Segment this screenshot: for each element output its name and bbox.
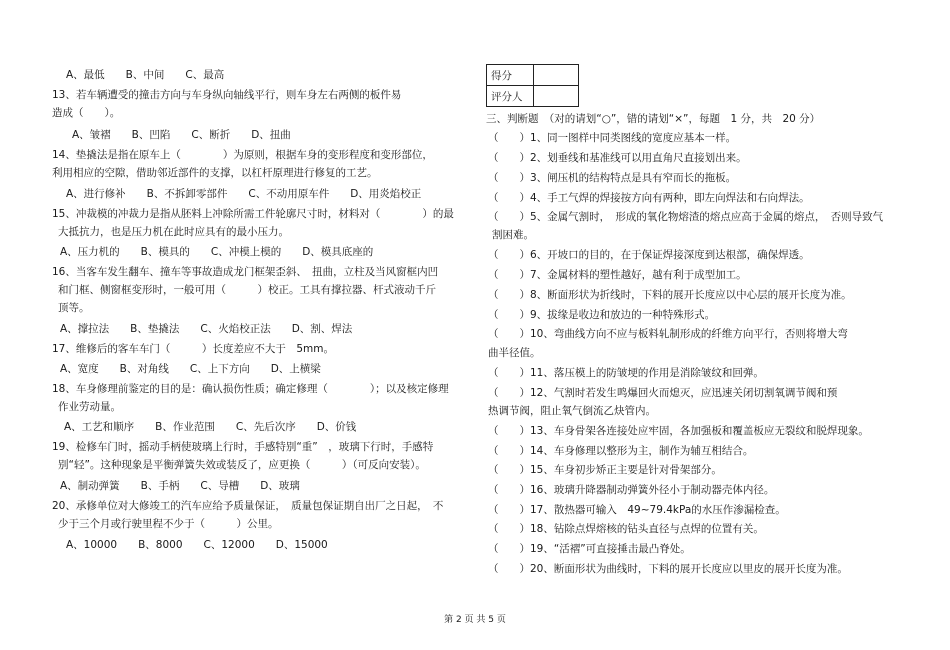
tf-18: （ ）18、钻除点焊熔核的钻头直径与点焊的位置有关。 bbox=[488, 523, 764, 535]
tf-9: （ ）9、拔缘是收边和放边的一种特殊形式。 bbox=[488, 309, 716, 321]
tf-11: （ ）11、落压模上的防皱埂的作用是消除皱纹和回弹。 bbox=[488, 367, 764, 379]
q19-text: 19、检修车门时，摇动手柄使玻璃上行时，手感特别“重” ，玻璃下行时，手感特 bbox=[52, 441, 434, 453]
score-cell[interactable] bbox=[534, 65, 579, 86]
tf-13: （ ）13、车身骨架各连接处应牢固，各加强板和覆盖板应无裂纹和脱焊现象。 bbox=[488, 425, 869, 437]
q20-text: 20、承修单位对大修竣工的汽车应给予质量保证， 质量包保证期自出厂之日起， 不 bbox=[52, 500, 444, 512]
q13-text-cont: 造成（ ）。 bbox=[52, 107, 121, 119]
q17-text: 17、维修后的客车车门（ ）长度差应不大于 5mm。 bbox=[52, 343, 334, 355]
tf-4: （ ）4、手工气焊的焊接按方向有两种，即左向焊法和右向焊法。 bbox=[488, 192, 810, 204]
q18-text-cont: 作业劳动量。 bbox=[58, 401, 121, 413]
q18-text: 18、车身修理前鉴定的目的是：确认损伤性质；确定修理（ ）；以及核定修理 bbox=[52, 383, 449, 395]
tf-15: （ ）15、车身初步矫正主要是针对骨架部分。 bbox=[488, 464, 722, 476]
tf-10-cont: 曲半径值。 bbox=[488, 347, 541, 359]
q17-options: A、宽度 B、对角线 C、上下方向 D、上横梁 bbox=[60, 363, 321, 375]
q13-options: A、皱褶 B、凹陷 C、断折 D、扭曲 bbox=[72, 129, 291, 141]
q16-text-cont: 和门框、侧窗框变形时，一般可用（ ）校正。工具有撑拉器、杆式液动千斤 bbox=[58, 284, 436, 296]
tf-5: （ ）5、金属气割时， 形成的氧化物熔渣的熔点应高于金属的熔点， 否则导致气 bbox=[488, 211, 884, 223]
q16-text: 16、当客车发生翻车、撞车等事故造成龙门框架歪斜、 扭曲，立柱及当风窗框内凹 bbox=[52, 266, 439, 278]
score-label: 得分 bbox=[487, 65, 534, 86]
tf-7: （ ）7、金属材料的塑性越好，越有利于成型加工。 bbox=[488, 269, 747, 281]
tf-14: （ ）14、车身修理以整形为主，制作为辅互相结合。 bbox=[488, 445, 754, 457]
q14-options: A、进行修补 B、不拆卸零部件 C、不动用原车件 D、用炎焰校正 bbox=[66, 188, 422, 200]
tf-6: （ ）6、开坡口的目的，在于保证焊接深度到达根部，确保焊透。 bbox=[488, 249, 810, 261]
tf-8: （ ）8、断面形状为折线时，下料的展开长度应以中心层的展开长度为准。 bbox=[488, 289, 852, 301]
grader-label: 评分人 bbox=[487, 86, 534, 107]
tf-16: （ ）16、玻璃升降器制动弹簧外径小于制动器壳体内径。 bbox=[488, 484, 775, 496]
q20-text-cont: 少于三个月或行驶里程不少于（ ）公里。 bbox=[58, 518, 279, 530]
q15-text-cont: 大抵抗力，也是压力机在此时应具有的最小压力。 bbox=[58, 226, 289, 238]
tf-1: （ ）1、同一图样中同类图线的宽度应基本一样。 bbox=[488, 132, 737, 144]
grader-cell[interactable] bbox=[534, 86, 579, 107]
tf-10: （ ）10、弯曲线方向不应与板料轧制形成的纤维方向平行，否则将增大弯 bbox=[488, 328, 848, 340]
q15-options: A、压力机的 B、模具的 C、冲模上模的 D、模具底座的 bbox=[60, 246, 374, 258]
q14-text-cont: 利用相应的空隙，借助邻近部件的支撑，以杠杆原理进行修复的工艺。 bbox=[52, 167, 378, 179]
score-table bbox=[486, 64, 579, 107]
q14-text: 14、垫撬法是指在原车上（ ）为原则，根据车身的变形程度和变形部位， bbox=[52, 149, 433, 161]
q16-text-cont2: 顶等。 bbox=[58, 302, 90, 314]
tf-2: （ ）2、划垂线和基准线可以用直角尺直接划出来。 bbox=[488, 152, 747, 164]
q19-text-cont: 别“轻”。这种现象是平衡弹簧失效或装反了，应更换（ ）（可反向安装）。 bbox=[58, 459, 426, 471]
q18-options: A、工艺和顺序 B、作业范围 C、先后次序 D、价钱 bbox=[64, 421, 357, 433]
q19-options: A、制动弹簧 B、手柄 C、导槽 D、玻璃 bbox=[60, 480, 300, 492]
tf-20: （ ）20、断面形状为曲线时，下料的展开长度应以里皮的展开长度为准。 bbox=[488, 563, 848, 575]
tf-12: （ ）12、气割时若发生鸣爆回火而熄灭，应迅速关闭切割氧调节阀和预 bbox=[488, 387, 838, 399]
tf-5-cont: 割困难。 bbox=[492, 229, 534, 241]
q16-options: A、撑拉法 B、垫撬法 C、火焰校正法 D、割、焊法 bbox=[60, 323, 353, 335]
q20-options: A、10000 B、8000 C、12000 D、15000 bbox=[66, 539, 328, 551]
section-header: 三、判断题 （对的请划“○”，错的请划“×”，每题 1 分，共 20 分） bbox=[486, 113, 821, 125]
tf-3: （ ）3、闸压机的结构特点是具有窄而长的拖板。 bbox=[488, 172, 737, 184]
q12-options: A、最低 B、中间 C、最高 bbox=[66, 69, 225, 81]
page-footer: 第 2 页 共 5 页 bbox=[444, 615, 506, 625]
tf-19: （ ）19、“活褶”可直接捶击最凸脊处。 bbox=[488, 543, 691, 555]
tf-17: （ ）17、散热器可输入 49~79.4kPa的水压作渗漏检查。 bbox=[488, 504, 786, 516]
q15-text: 15、冲裁模的冲裁力是指从胚料上冲除所需工件轮廓尺寸时，材料对（ ）的最 bbox=[52, 208, 454, 220]
tf-12-cont: 热调节阀，阻止氧气倒流乙炔管内。 bbox=[488, 405, 656, 417]
q13-text: 13、若车辆遭受的撞击方向与车身纵向轴线平行，则车身左右两侧的板件易 bbox=[52, 89, 402, 101]
